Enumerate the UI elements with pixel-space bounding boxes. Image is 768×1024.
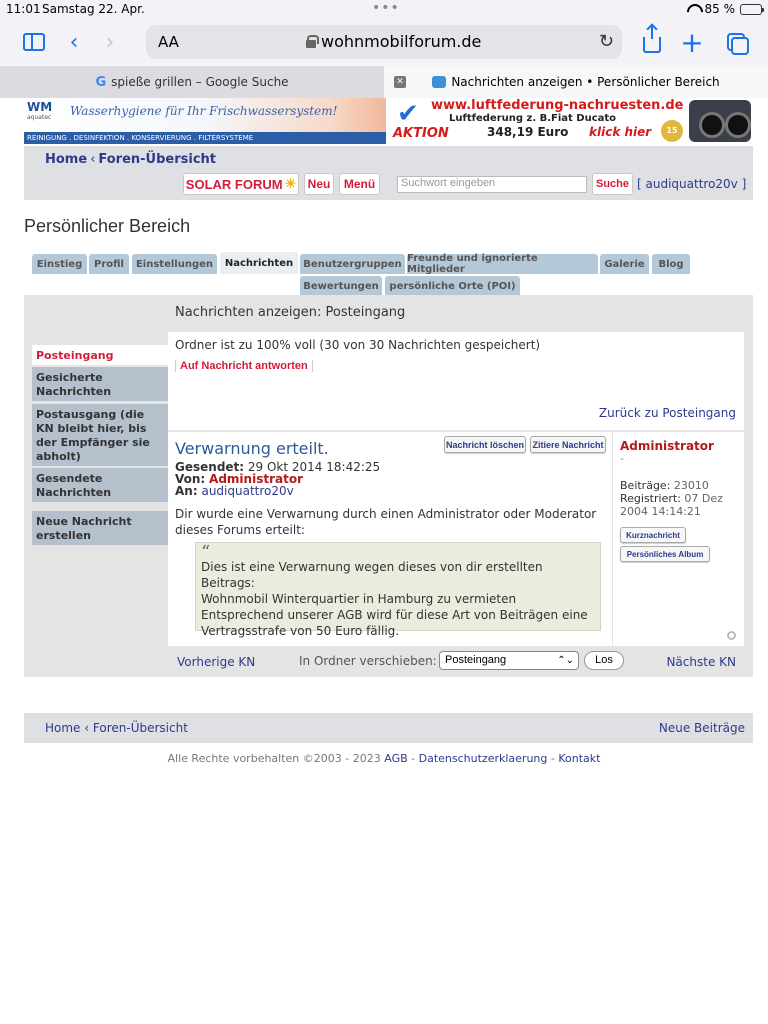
quote-line: Wohnmobil Winterquartier in Hamburg zu vermieten — [201, 592, 517, 606]
move-go-button[interactable]: Los — [584, 651, 624, 670]
tab-einstellungen[interactable]: Einstellungen — [132, 254, 217, 274]
footer-separator: - — [550, 752, 555, 765]
recipient-link[interactable]: audiquattro20v — [201, 484, 294, 498]
footer-separator: - — [411, 752, 416, 765]
tab-blog[interactable]: Blog — [652, 254, 690, 274]
previous-message-link[interactable]: Vorherige KN — [177, 655, 256, 669]
contact-link[interactable]: Kontakt — [558, 752, 601, 765]
copyright-line — [0, 752, 768, 765]
sidebar-toggle-icon[interactable] — [20, 28, 48, 56]
sun-icon: ☀ — [284, 176, 297, 191]
tab-google-search[interactable] — [0, 66, 384, 98]
banner-subtitle: Luftfederung z. B.Fiat Ducato — [449, 113, 617, 124]
solar-forum-button[interactable] — [183, 173, 299, 195]
footer-home-link[interactable]: Home — [45, 721, 81, 735]
wheel-image-icon — [689, 100, 751, 142]
message-subject: Verwarnung erteilt. — [175, 439, 329, 458]
wifi-icon — [686, 4, 700, 14]
author-name[interactable]: Administrator — [620, 439, 714, 453]
author-rank: - — [620, 452, 624, 465]
folder-status-text: Ordner ist zu 100% voll (30 von 30 Nachrichten gespeichert) — [175, 338, 541, 352]
message-to — [175, 485, 294, 497]
sent-value: 29 Okt 2014 18:42:25 — [247, 460, 381, 474]
home-link[interactable]: Home — [45, 152, 88, 167]
next-message-link[interactable]: Nächste KN — [666, 655, 736, 669]
forum-overview-link[interactable]: Foren-Übersicht — [98, 152, 217, 167]
lock-icon — [306, 35, 316, 47]
banner-url: www.luftfederung-nachruesten.de — [431, 98, 684, 113]
tab-profil[interactable]: Profil — [89, 254, 129, 274]
banner-aktion: AKTION — [393, 126, 449, 141]
multitasking-dots-icon[interactable]: ••• — [372, 0, 400, 16]
forum-favicon-icon — [432, 76, 446, 88]
privacy-link[interactable]: Datenschutzerklaerung — [418, 752, 548, 765]
tabs-overview-icon[interactable] — [722, 28, 750, 56]
page-title: Persönlicher Bereich — [24, 216, 191, 236]
back-arrow-icon[interactable]: ‹ — [69, 29, 79, 55]
web-page — [0, 98, 768, 1024]
sender-link[interactable]: Administrator — [209, 472, 303, 486]
checkmark-icon: ✔ — [397, 99, 419, 129]
tab-galerie[interactable]: Galerie — [600, 254, 649, 274]
quote-line: Vertragsstrafe von 50 Euro fällig. — [201, 624, 400, 638]
search-input[interactable]: Suchwort eingeben — [397, 176, 587, 193]
back-to-inbox-link[interactable]: Zurück zu Posteingang — [598, 406, 736, 420]
date: Samstag 22. Apr. — [42, 2, 145, 16]
posts-label: Beiträge: — [620, 479, 671, 492]
delete-message-button[interactable]: Nachricht löschen — [444, 436, 526, 453]
divider — [612, 432, 613, 646]
battery-icon — [740, 4, 762, 15]
anniversary-badge-icon: 15 — [661, 120, 683, 142]
breadcrumb-separator: ‹ — [90, 152, 96, 167]
tab-einstieg[interactable]: Einstieg — [32, 254, 87, 274]
agb-link[interactable]: AGB — [384, 752, 408, 765]
neu-button[interactable]: Neu — [304, 173, 334, 195]
panel-title: Nachrichten anzeigen: Posteingang — [175, 305, 406, 320]
sent-label: Gesendet: — [175, 460, 245, 474]
from-label: Von: — [175, 472, 206, 486]
tab-nachrichten[interactable]: Nachrichten — [220, 252, 298, 274]
close-tab-icon[interactable]: ✕ — [394, 76, 406, 88]
messages-panel — [24, 295, 753, 677]
folder-select[interactable] — [439, 651, 579, 670]
banner-slogan: Wasserhygiene für Ihr Frischwassersystem! — [70, 104, 338, 118]
move-to-folder-label: In Ordner verschieben: — [299, 654, 437, 668]
tab-poi[interactable]: persönliche Orte (POI) — [385, 276, 520, 296]
forum-navbar — [24, 146, 753, 200]
search-button[interactable]: Suche — [592, 173, 633, 195]
menu-item-posteingang[interactable]: Posteingang — [32, 345, 168, 365]
browser-toolbar — [0, 20, 768, 66]
registered-value: 07 Dez — [684, 492, 723, 505]
to-label: An: — [175, 484, 198, 498]
status-bar — [0, 0, 768, 20]
folder-status-box — [168, 332, 744, 430]
posts-value: 23010 — [673, 479, 709, 492]
personal-album-button[interactable]: Persönliches Album — [620, 546, 710, 562]
copyright-text: Alle Rechte vorbehalten ©2003 - 2023 — [167, 752, 381, 765]
registered-time: 2004 14:14:21 — [620, 505, 701, 518]
ad-banner-luftfederung[interactable] — [389, 98, 753, 144]
reader-settings-button[interactable]: AA — [158, 33, 179, 51]
ad-banner-wm-aquatec[interactable] — [24, 98, 386, 144]
menu-item-gesendete[interactable]: Gesendete Nachrichten — [32, 468, 168, 502]
banner-strip: REINIGUNG . DESINFEKTION . KONSERVIERUNG . FILTERSYSTEME — [24, 132, 386, 144]
banner-price: 348,19 Euro — [487, 125, 569, 139]
share-icon[interactable] — [638, 28, 666, 56]
breadcrumb-separator: ‹ — [84, 721, 90, 735]
quote-line: Dies ist eine Verwarnung wegen dieses von dir erstellten Beitrags: — [201, 560, 543, 590]
author-posts — [620, 479, 709, 492]
tab-bar — [0, 66, 768, 98]
menu-item-gesicherte[interactable]: Gesicherte Nachrichten — [32, 367, 168, 401]
scroll-top-icon[interactable] — [727, 631, 736, 640]
reply-link[interactable]: Auf Nachricht antworten — [175, 360, 313, 372]
address-bar[interactable] — [146, 25, 622, 59]
new-tab-icon[interactable]: + — [680, 25, 704, 59]
message-quote — [195, 542, 601, 638]
breadcrumb — [45, 152, 216, 167]
url-text[interactable]: wohnmobilforum.de — [321, 32, 482, 51]
status-right — [686, 2, 763, 16]
tab-benutzergruppen[interactable]: Benutzergruppen — [300, 254, 405, 274]
new-posts-link[interactable]: Neue Beiträge — [658, 721, 745, 735]
menu-item-neue-nachricht[interactable]: Neue Nachricht erstellen — [32, 511, 168, 545]
footer-breadcrumb — [45, 721, 188, 735]
user-profile-link[interactable]: [ audiquattro20v ] — [637, 177, 747, 191]
chevron-updown-icon: ⌃⌄ — [557, 655, 574, 666]
quote-line: Entsprechend unserer AGB wird für diese Art von Beiträgen eine — [201, 608, 588, 622]
author-registered-time — [620, 505, 701, 518]
message-navigation — [24, 650, 753, 674]
menu-button[interactable]: Menü — [339, 173, 380, 195]
tab-current[interactable] — [384, 66, 768, 98]
quote-message-button[interactable]: Zitiere Nachricht — [530, 436, 606, 453]
quote-mark-icon: “ — [201, 542, 211, 563]
registered-label: Registriert: — [620, 492, 681, 505]
send-pm-button[interactable]: Kurznachricht — [620, 527, 686, 543]
solar-forum-label: SOLAR FORUM — [185, 176, 283, 192]
tab-bewertungen[interactable]: Bewertungen — [300, 276, 382, 296]
tab-label: Nachrichten anzeigen • Persönlicher Bereich — [451, 75, 720, 89]
battery-percent: 85 % — [704, 2, 735, 16]
message-view — [168, 432, 744, 646]
tab-label: spieße grillen – Google Suche — [111, 75, 289, 89]
forward-arrow-icon[interactable]: › — [105, 29, 115, 55]
menu-item-postausgang[interactable]: Postausgang (die KN bleibt hier, bis der Empfänger sie abholt) — [32, 404, 168, 466]
reload-icon[interactable]: ↻ — [598, 31, 614, 52]
tab-freunde[interactable]: Freunde und ignorierte Mitglieder — [407, 254, 598, 274]
footer-forum-overview-link[interactable]: Foren-Übersicht — [92, 721, 188, 735]
clock: 11:01 — [6, 2, 41, 16]
banner-click-here: klick hier — [589, 125, 652, 139]
google-icon: G — [95, 74, 107, 90]
author-registered — [620, 492, 723, 505]
message-body: Dir wurde eine Verwarnung durch einen Administrator oder Moderator dieses Forums erteilt: — [175, 507, 597, 537]
footer-navbar — [24, 713, 753, 743]
folder-select-value: Posteingang — [445, 654, 507, 666]
wm-logo: WM aquatec — [27, 100, 53, 121]
